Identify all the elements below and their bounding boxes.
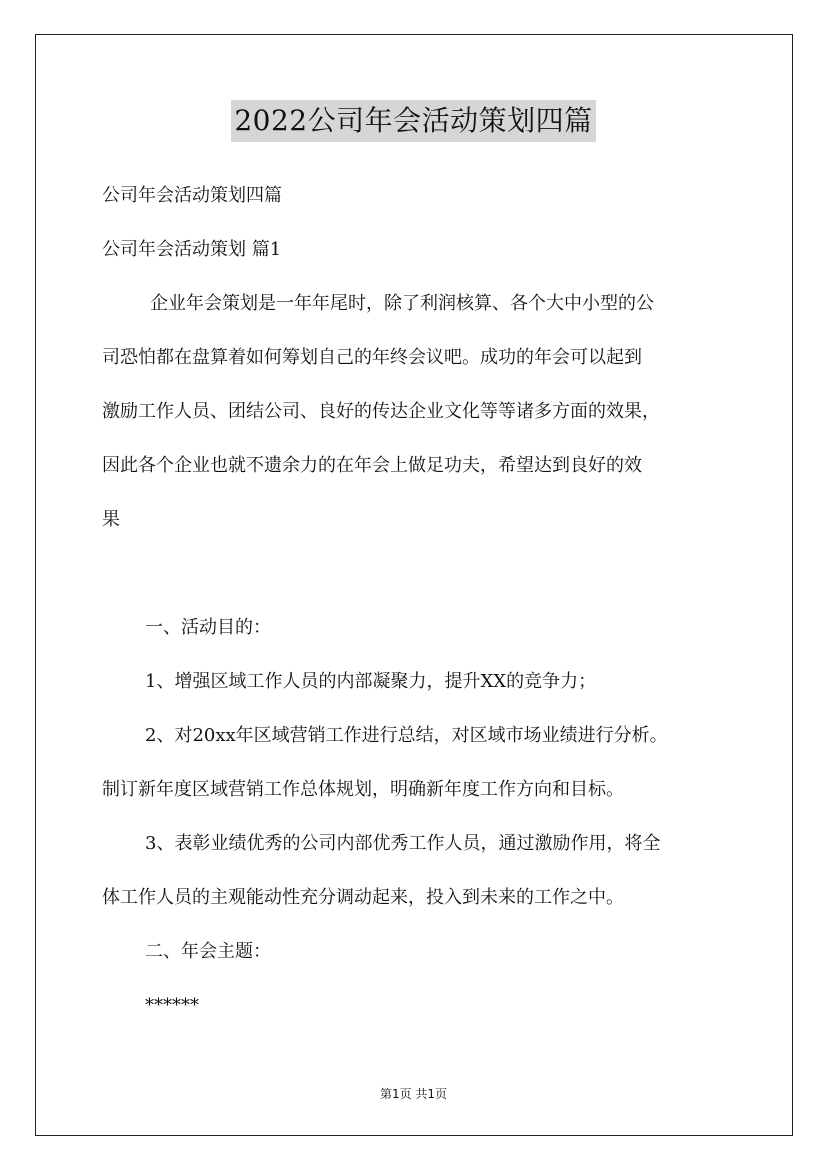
paragraph-line: 激励工作人员、团结公司、良好的传达企业文化等等诸多方面的效果，	[102, 401, 660, 422]
purpose-item: 3、表彰业绩优秀的公司内部优秀工作人员，通过激励作用，将全	[145, 833, 661, 854]
purpose-item: 体工作人员的主观能动性充分调动起来，投入到未来的工作之中。	[102, 887, 624, 908]
document-subtitle: 公司年会活动策划四篇	[102, 185, 282, 206]
purpose-heading: 一、活动目的：	[145, 617, 271, 638]
document-title: 2022公司年会活动策划四篇	[231, 100, 595, 142]
theme-value: ******	[145, 995, 199, 1016]
theme-heading: 二、年会主题：	[145, 941, 271, 962]
paragraph-line: 因此各个企业也就不遗余力的在年会上做足功夫，希望达到良好的效	[102, 455, 642, 476]
paragraph-line: 果	[102, 509, 120, 530]
section-heading: 公司年会活动策划 篇1	[102, 239, 282, 260]
paragraph-line: 企业年会策划是一年年尾时，除了利润核算、各个大中小型的公	[150, 293, 654, 314]
purpose-item: 制订新年度区域营销工作总体规划，明确新年度工作方向和目标。	[102, 779, 624, 800]
paragraph-line: 司恐怕都在盘算着如何筹划自己的年终会议吧。成功的年会可以起到	[102, 347, 642, 368]
purpose-item: 2、对20xx年区域营销工作进行总结，对区域市场业绩进行分析。	[145, 725, 668, 746]
purpose-item: 1、增强区域工作人员的内部凝聚力，提升XX的竞争力；	[145, 671, 597, 692]
title-container	[0, 100, 827, 142]
page-footer: 第1页 共1页	[379, 1087, 448, 1101]
